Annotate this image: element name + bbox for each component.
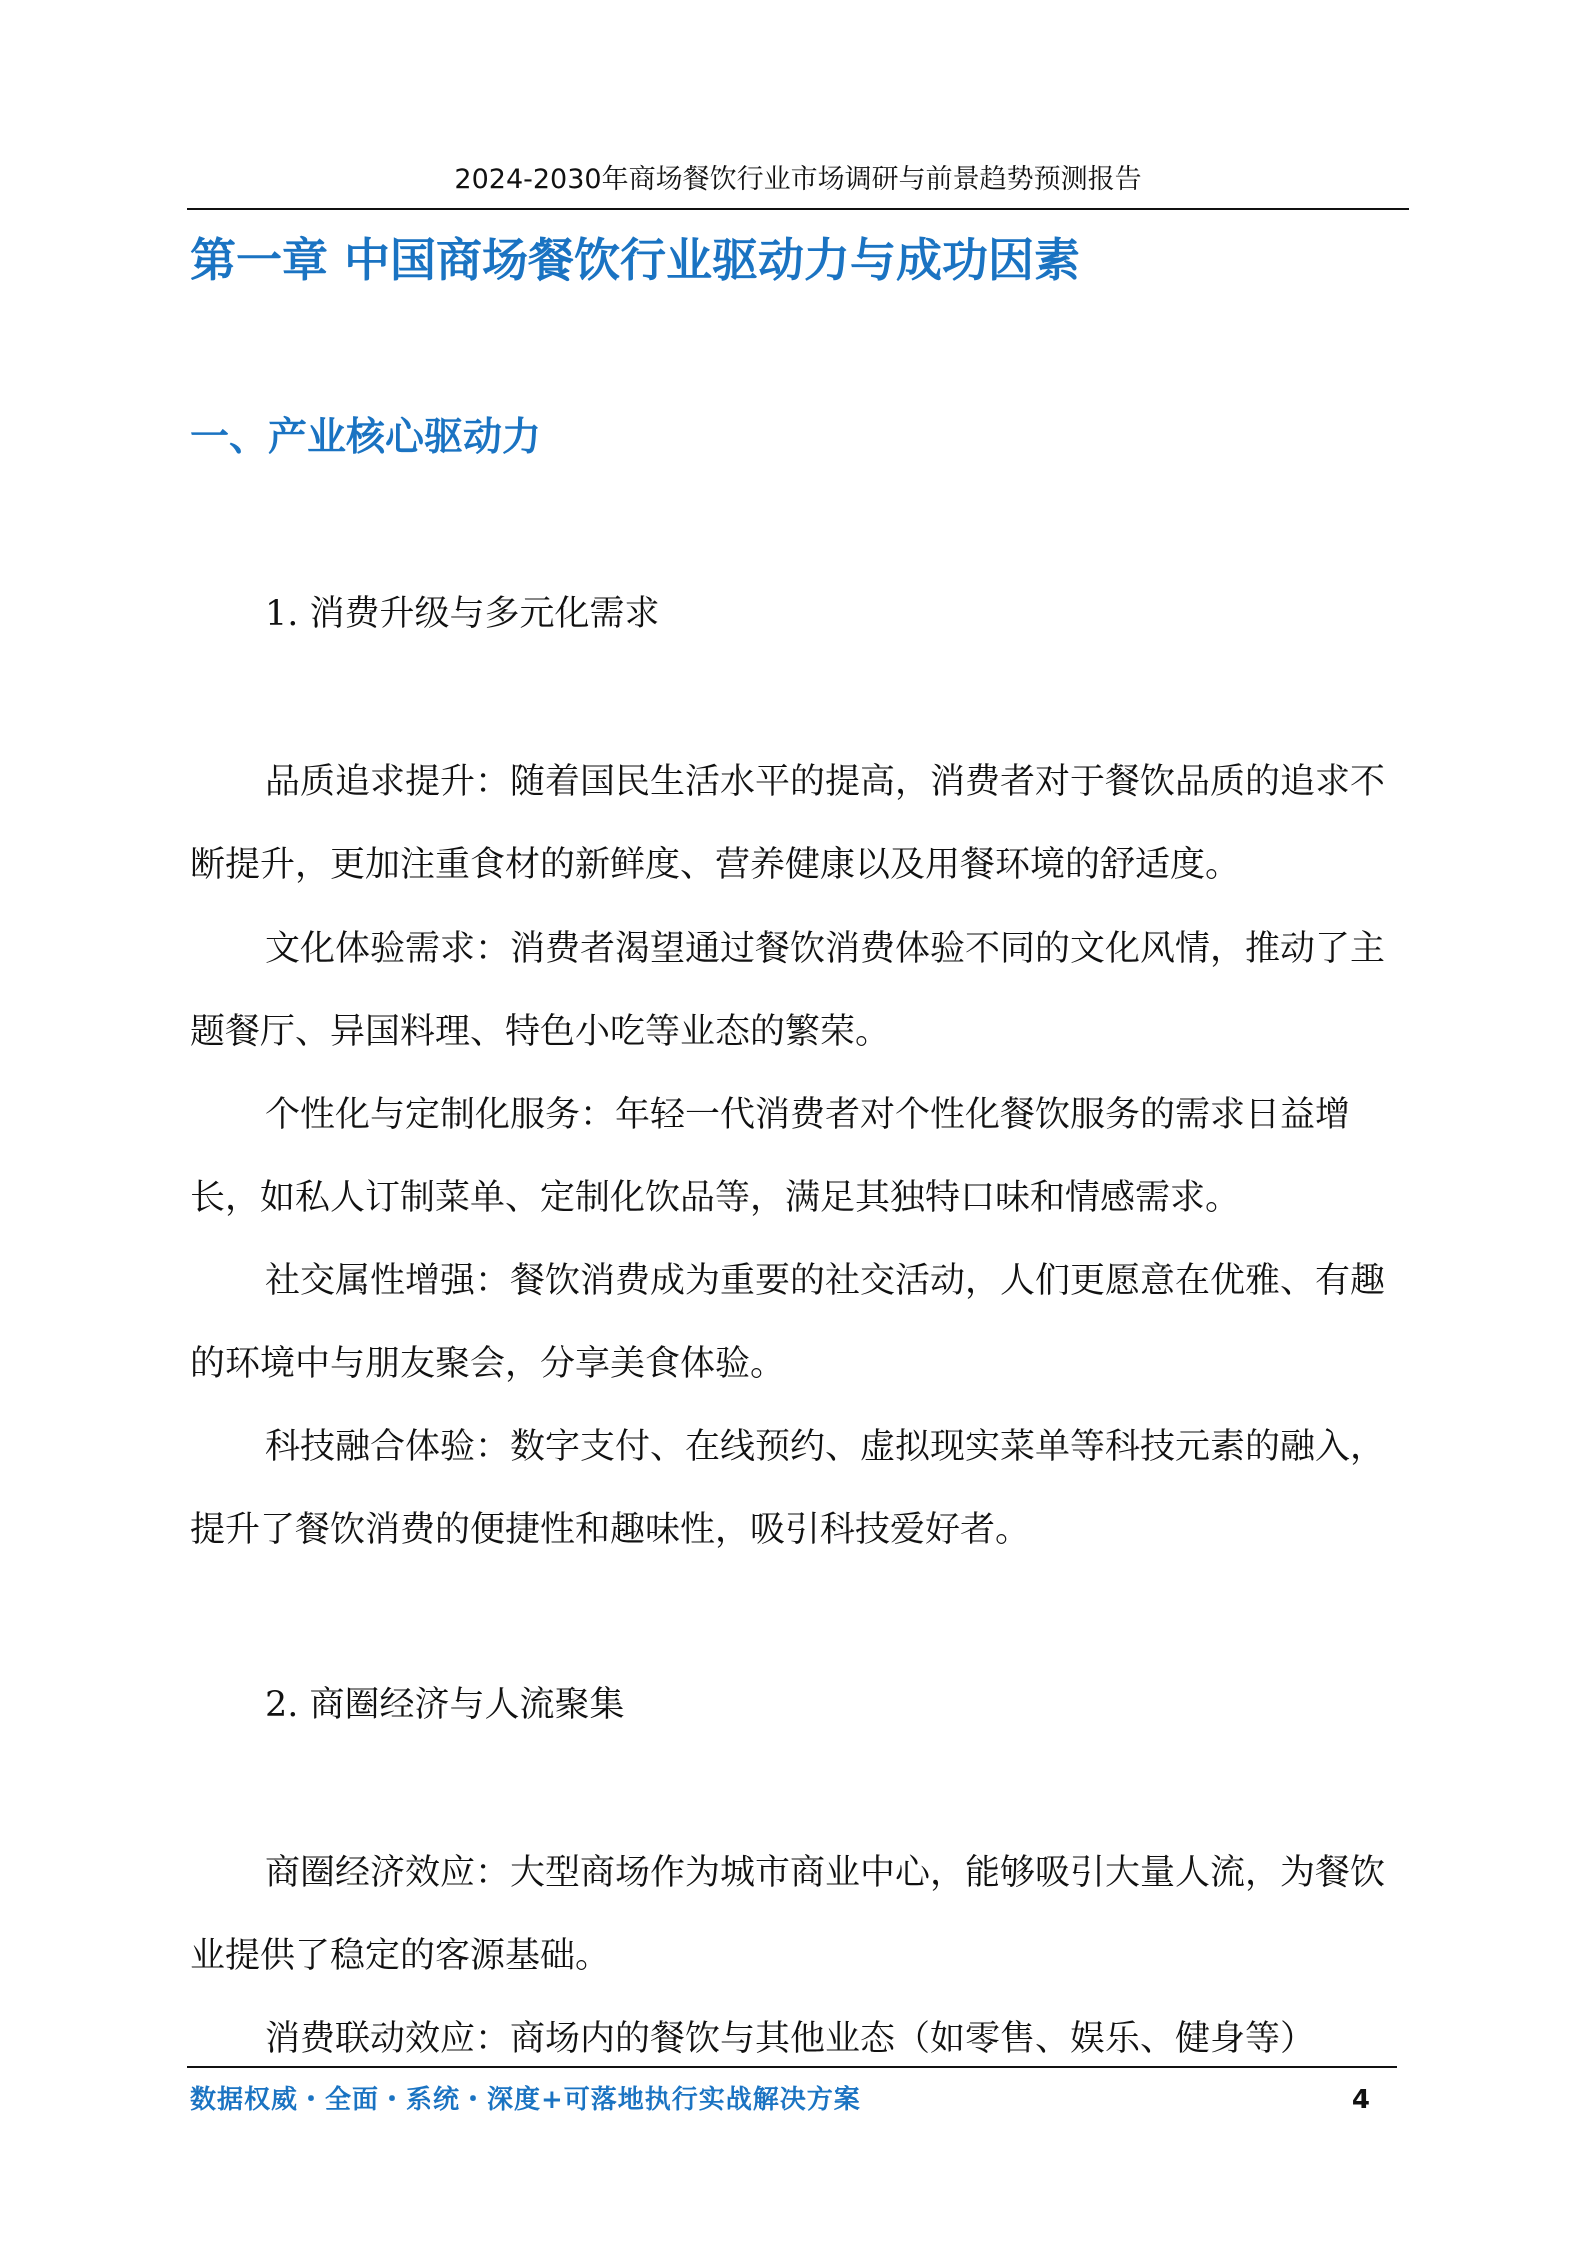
paragraph-business-district: 商圈经济效应：大型商场作为城市商业中心，能够吸引大量人流，为餐饮业提供了稳定的客源基础。 — [190, 1853, 1386, 1976]
footer-rule — [187, 2066, 1397, 2068]
paragraph-personalization: 个性化与定制化服务：年轻一代消费者对个性化餐饮服务的需求日益增长，如私人订制菜单、定制化饮品等，满足其独特口味和情感需求。 — [190, 1095, 1351, 1218]
page-number: 4 — [1351, 2085, 1370, 2115]
running-header: 2024-2030年商场餐饮行业市场调研与前景趋势预测报告 — [454, 164, 1142, 195]
paragraph-quality-pursuit: 品质追求提升：随着国民生活水平的提高，消费者对于餐饮品质的追求不断提升，更加注重食材的新鲜度、营养健康以及用餐环境的舒适度。 — [190, 762, 1386, 885]
section-title: 一、产业核心驱动力 — [190, 415, 542, 460]
paragraph-social-attribute: 社交属性增强：餐饮消费成为重要的社交活动，人们更愿意在优雅、有趣的环境中与朋友聚会，分享美食体验。 — [190, 1261, 1386, 1384]
footer-slogan: 数据权威・全面・系统・深度+可落地执行实战解决方案 — [190, 2085, 861, 2115]
header-rule — [187, 208, 1409, 210]
chapter-title: 第一章 中国商场餐饮行业驱动力与成功因素 — [190, 233, 1081, 287]
subsection-heading-1: 1. 消费升级与多元化需求 — [265, 594, 660, 634]
paragraph-cultural-experience: 文化体验需求：消费者渴望通过餐饮消费体验不同的文化风情，推动了主题餐厅、异国料理、特色小吃等业态的繁荣。 — [190, 929, 1386, 1052]
paragraph-tech-integration: 科技融合体验：数字支付、在线预约、虚拟现实菜单等科技元素的融入，提升了餐饮消费的便捷性和趣味性，吸引科技爱好者。 — [190, 1427, 1386, 1550]
paragraph-consumption-linkage: 消费联动效应：商场内的餐饮与其他业态（如零售、娱乐、健身等） — [265, 2019, 1316, 2059]
subsection-heading-2: 2. 商圈经济与人流聚集 — [265, 1685, 625, 1725]
